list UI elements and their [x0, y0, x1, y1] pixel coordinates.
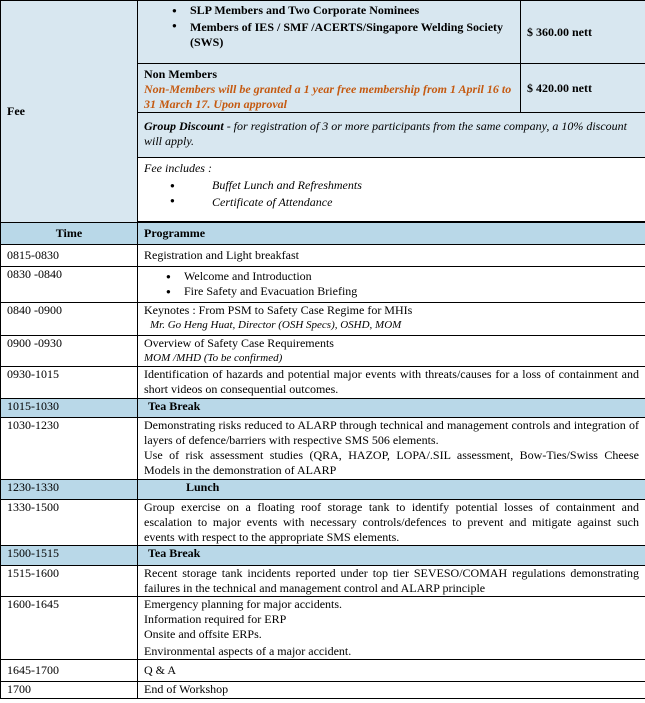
non-members-cell	[138, 64, 521, 113]
non-members-note: Non-Members will be granted a 1 year free membership from 1 April 16 to 31 March 17. Upon approval	[144, 82, 512, 111]
fee-includes-list	[144, 178, 639, 210]
row-content: Group exercise on a floating roof storage tank to identify potential losses of containment and escalation to major events with necessary controls/defences to prevent and mitigate against such events with respect to the appropriate SMS elements.	[138, 500, 645, 546]
row-time: 1030-1230	[1, 418, 138, 480]
non-members-title: Non Members	[144, 67, 217, 81]
row-sub: Mr. Go Heng Huat, Director (OSH Specs), OSHD, MOM	[150, 319, 402, 331]
row-time: 1600-1645	[1, 597, 138, 660]
fee-include-item: ● Buffet Lunch and Refreshments	[170, 178, 639, 193]
row-line: Onsite and offsite ERPs.	[144, 627, 262, 641]
row-content: Registration and Light breakfast	[138, 245, 645, 267]
programme-header: Programme	[138, 223, 645, 245]
row-break: Tea Break	[138, 399, 645, 418]
member-line: ● Members of IES / SMF /ACERTS/Singapore Welding Society (SWS)	[172, 18, 514, 50]
row-time: 0840 -0900	[1, 303, 138, 336]
row-time: 0830 -0840	[1, 267, 138, 303]
row-content	[138, 418, 645, 480]
bullet-item: ● Fire Safety and Evacuation Briefing	[166, 284, 639, 299]
member-line: ● SLP Members and Two Corporate Nominees	[172, 3, 514, 18]
row-content: Identification of hazards and potential major events with threats/causes for a loss of containment and short videos on consequential outcomes.	[138, 367, 645, 399]
row-line: Demonstrating risks reduced to ALARP through technical and management controls and integration of layers of defence/barriers with respective SMS 506 elements.	[144, 418, 639, 447]
row-content: End of Workshop	[138, 682, 645, 699]
row-time: 1015-1030	[1, 399, 138, 418]
row-time: 1700	[1, 682, 138, 699]
row-sub: MOM /MHD (To be confirmed)	[144, 352, 283, 364]
time-header: Time	[1, 223, 138, 245]
fee-include-item: ● Certificate of Attendance	[170, 193, 639, 210]
non-member-price-cell	[521, 64, 645, 113]
group-discount-cell	[138, 113, 645, 158]
non-member-price: $ 420.00 nett	[527, 80, 592, 95]
row-line: Keynotes : From PSM to Safety Case Regime for MHIs	[144, 303, 413, 317]
row-content: Q & A	[138, 660, 645, 682]
bullet-item: ● Welcome and Introduction	[166, 269, 639, 284]
member-price: $ 360.00 nett	[527, 24, 592, 39]
row-time: 1230-1330	[1, 480, 138, 500]
group-discount-label: Group Discount	[144, 119, 224, 133]
row-content: Recent storage tank incidents reported under top tier SEVESO/COMAH regulations demonstrating failures in the technical and management control and ALARP principle	[138, 566, 645, 597]
member-price-cell	[521, 1, 645, 64]
fee-label: Fee	[7, 104, 25, 118]
row-break: Lunch	[138, 480, 645, 500]
member-categories-cell	[138, 1, 521, 64]
row-break: Tea Break	[138, 546, 645, 566]
fee-includes-title: Fee includes :	[144, 161, 212, 175]
row-line: Use of risk assessment studies (QRA, HAZOP, LOPA/.SIL assessment, Bow-Ties/Swiss Cheese Models in the demonstration of ALARP	[144, 448, 639, 477]
row-time: 0900 -0930	[1, 336, 138, 367]
row-time: 1500-1515	[1, 546, 138, 566]
row-content	[138, 267, 645, 303]
row-time: 1330-1500	[1, 500, 138, 546]
fee-includes-cell	[138, 158, 645, 222]
group-discount-text: - for registration of 3 or more participants from the same company, a 10% discount will apply.	[144, 119, 627, 148]
row-line: Environmental aspects of a major accident.	[144, 644, 352, 658]
bullet-list	[144, 267, 639, 299]
row-line: Information required for ERP	[144, 612, 287, 626]
row-content	[138, 597, 645, 660]
fee-label-cell	[1, 1, 138, 223]
row-content	[138, 336, 645, 367]
row-time: 1645-1700	[1, 660, 138, 682]
row-line: Emergency planning for major accidents.	[144, 597, 343, 611]
row-line: Overview of Safety Case Requirements	[144, 336, 334, 350]
row-time: 0815-0830	[1, 245, 138, 267]
member-list	[144, 3, 514, 50]
row-time: 1515-1600	[1, 566, 138, 597]
row-content	[138, 303, 645, 336]
row-time: 0930-1015	[1, 367, 138, 399]
